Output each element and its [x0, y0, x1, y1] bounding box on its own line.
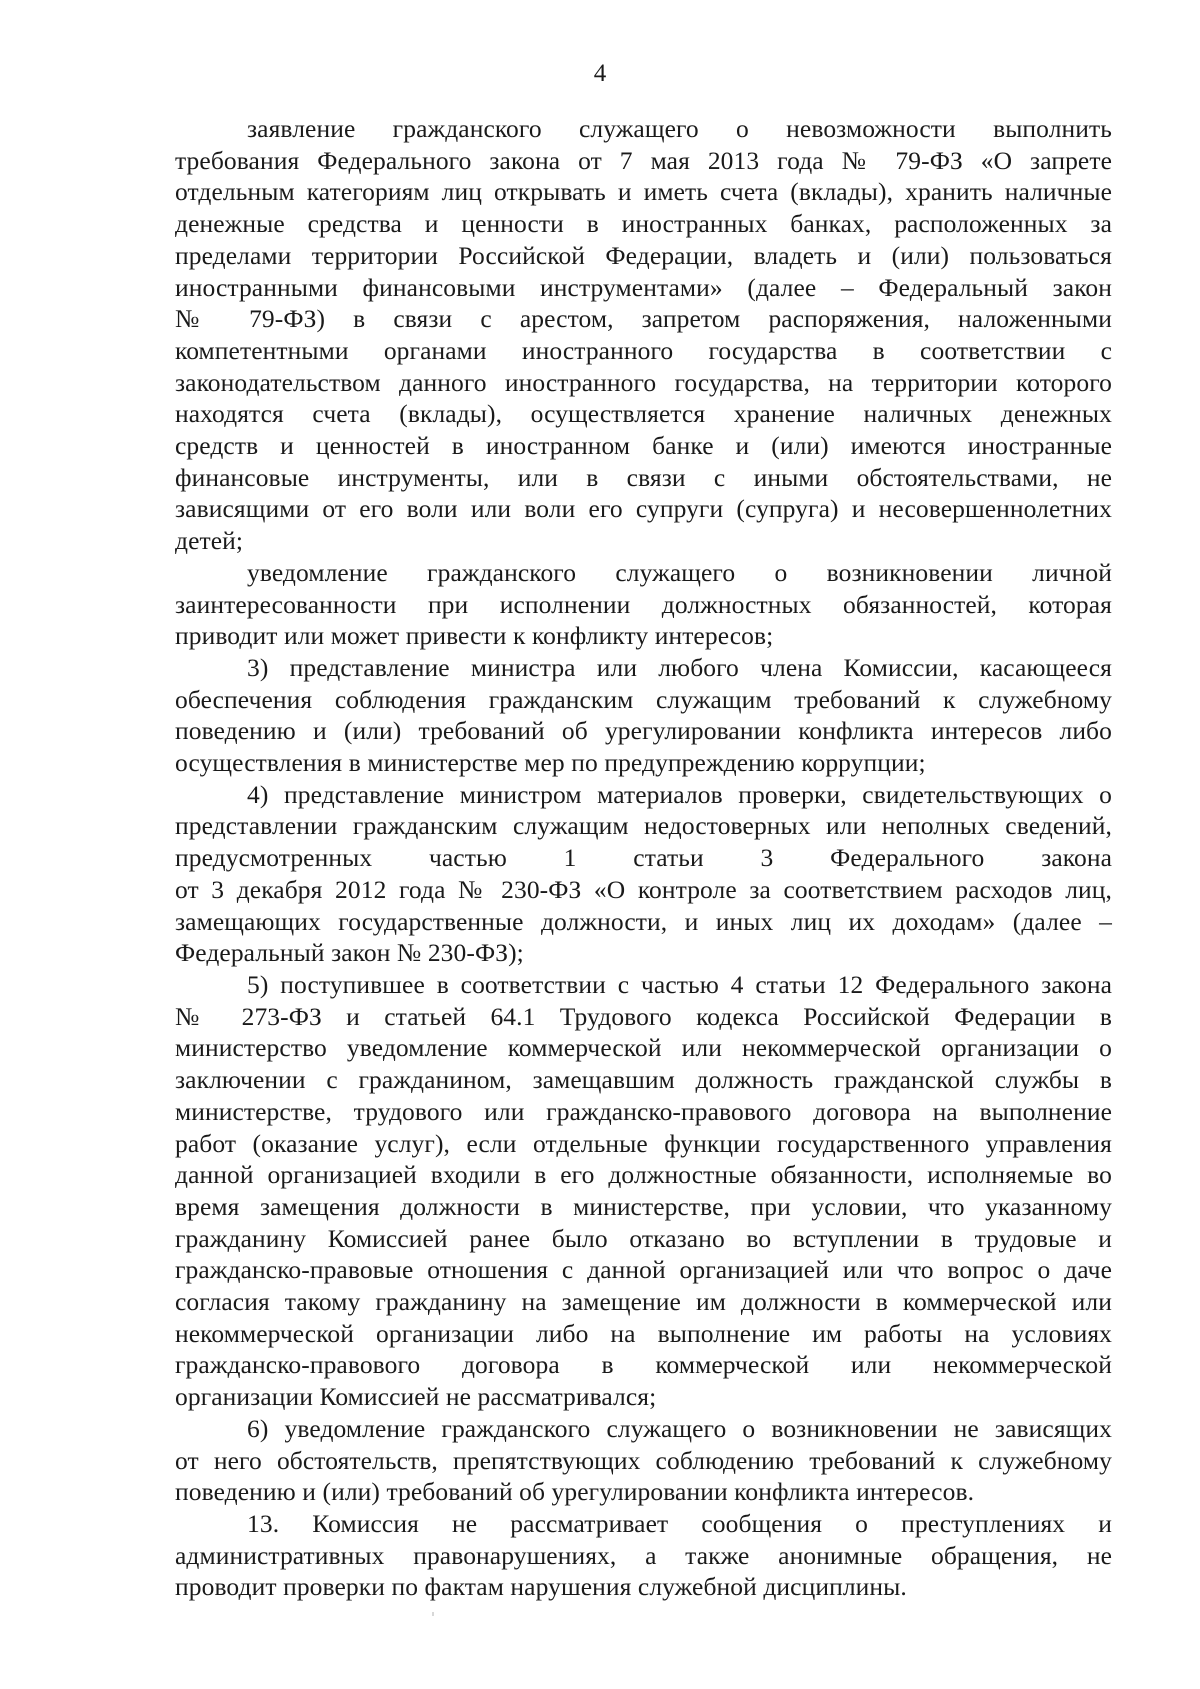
text-line: заявление гражданского служащего о невозможности выполнить — [247, 114, 1112, 143]
text-line: время замещения должности в министерстве, при условии, что указанному — [175, 1191, 1112, 1221]
text-line: некоммерческой организации либо на выполнение им работы на условиях — [175, 1318, 1112, 1348]
text-line: № 273-ФЗ и статьей 64.1 Трудового кодекса Российской Федерации в — [175, 1001, 1112, 1031]
text-line: министерство уведомление коммерческой или некоммерческой организации о — [175, 1033, 1112, 1063]
text-line: поведению и (или) требований об урегулировании конфликта интересов либо — [175, 716, 1112, 746]
paragraph-item-6 — [175, 1413, 1112, 1508]
text-line: иностранными финансовыми инструментами» (далее – Федеральный закон — [175, 272, 1112, 302]
text-line: Федеральный закон № 230-ФЗ); — [175, 938, 524, 968]
text-line: 6) уведомление гражданского служащего о возникновении не зависящих — [247, 1413, 1112, 1443]
paragraph-section-13 — [175, 1508, 1112, 1603]
text-line: № 79-ФЗ) в связи с арестом, запретом распоряжения, наложенными — [175, 304, 1112, 334]
text-line: компетентными органами иностранного государства в соответствии с — [175, 335, 1112, 365]
text-line: законодательством данного иностранного государства, на территории которого — [175, 367, 1112, 397]
text-line: административных правонарушениях, а также анонимные обращения, не — [175, 1540, 1112, 1570]
text-line: заключении с гражданином, замещавшим должность гражданской службы в — [175, 1065, 1112, 1095]
paragraph-item-3 — [175, 652, 1112, 779]
text-line: данной организацией входили в его должностные обязанности, исполняемые во — [175, 1160, 1112, 1190]
paragraph-statement-79fz — [175, 113, 1112, 557]
text-line: 4) представление министром материалов проверки, свидетельствующих о — [247, 779, 1112, 809]
text-line: представлении гражданским служащим недостоверных или неполных сведений, — [175, 811, 1112, 841]
text-line: обеспечения соблюдения гражданским служащим требований к служебному — [175, 684, 1112, 714]
paragraph-interest-notice — [175, 557, 1112, 652]
text-line: проводит проверки по фактам нарушения служебной дисциплины. — [175, 1572, 907, 1602]
text-line: 3) представление министра или любого члена Комиссии, касающееся — [247, 652, 1112, 682]
text-line: детей; — [175, 526, 244, 556]
text-line: гражданско-правовые отношения с данной организацией или что вопрос о даче — [175, 1255, 1112, 1285]
text-line: замещающих государственные должности, и иных лиц их доходам» (далее – — [175, 906, 1112, 936]
text-line: денежные средства и ценности в иностранных банках, расположенных за — [175, 209, 1112, 239]
text-line: работ (оказание услуг), если отдельные функции государственного управления — [175, 1128, 1112, 1158]
text-line: гражданско-правового договора в коммерческой или некоммерческой — [175, 1350, 1112, 1380]
text-line: зависящими от его воли или воли его супруги (супруга) и несовершеннолетних — [175, 494, 1112, 524]
paragraph-item-4 — [175, 779, 1112, 969]
text-line: от него обстоятельств, препятствующих соблюдению требований к служебному — [175, 1445, 1112, 1475]
text-line: организации Комиссией не рассматривался; — [175, 1382, 657, 1412]
text-line: пределами территории Российской Федерации, владеть и (или) пользоваться — [175, 240, 1112, 270]
paragraph-item-5 — [175, 969, 1112, 1413]
text-line: министерстве, трудового или гражданско-правового договора на выполнение — [175, 1096, 1112, 1126]
text-line: согласия такому гражданину на замещение им должности в коммерческой или — [175, 1287, 1112, 1317]
text-line: заинтересованности при исполнении должностных обязанностей, которая — [175, 589, 1112, 619]
text-line: гражданину Комиссией ранее было отказано во вступлении в трудовые и — [175, 1223, 1112, 1253]
document-body — [175, 113, 1112, 1603]
text-line: отдельным категориям лиц открывать и иметь счета (вклады), хранить наличные — [175, 177, 1112, 207]
text-line: предусмотренных частью 1 статьи 3 Федерального закона — [175, 843, 1112, 873]
text-line: 13. Комиссия не рассматривает сообщения о преступлениях и — [247, 1508, 1112, 1538]
text-line: 5) поступившее в соответствии с частью 4 статьи 12 Федерального закона — [247, 969, 1112, 999]
text-line: поведению и (или) требований об урегулировании конфликта интересов. — [175, 1477, 975, 1507]
scan-artifact — [432, 1612, 434, 1616]
text-line: от 3 декабря 2012 года № 230-ФЗ «О контроле за соответствием расходов лиц, — [175, 874, 1112, 904]
text-line: осуществления в министерстве мер по предупреждению коррупции; — [175, 748, 926, 778]
text-line: приводит или может привести к конфликту интересов; — [175, 621, 774, 651]
text-line: финансовые инструменты, или в связи с иными обстоятельствами, не — [175, 462, 1112, 492]
page-number: 4 — [593, 60, 607, 87]
text-line: находятся счета (вклады), осуществляется хранение наличных денежных — [175, 399, 1112, 429]
text-line: требования Федерального закона от 7 мая 2013 года № 79-ФЗ «О запрете — [175, 145, 1112, 175]
text-line: средств и ценностей в иностранном банке и (или) имеются иностранные — [175, 431, 1112, 461]
text-line: уведомление гражданского служащего о возникновении личной — [247, 557, 1112, 587]
